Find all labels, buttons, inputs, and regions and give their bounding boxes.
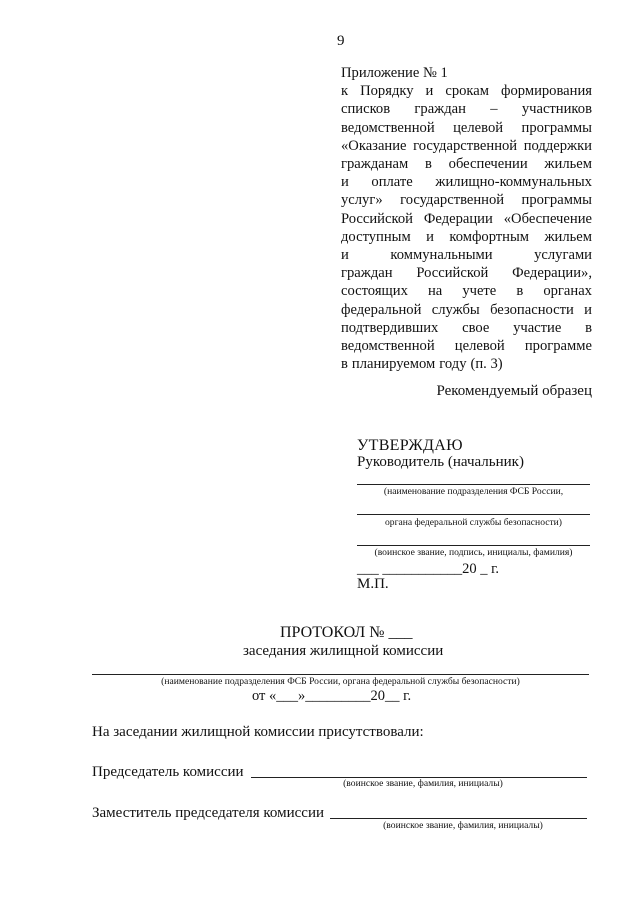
attendance-intro: На заседании жилищной комиссии присутствовали: [92, 724, 424, 740]
appendix-word: жильем [544, 228, 592, 245]
appendix-word: граждан [341, 265, 393, 282]
appendix-word: Федерации», [512, 265, 592, 282]
appendix-word: в [516, 283, 524, 300]
protocol-date-line: от «___»_________20__ г. [252, 688, 412, 704]
appendix-word: услуг» [341, 192, 383, 209]
appendix-word: комфортным [449, 228, 530, 245]
appendix-word: и [584, 301, 592, 318]
appendix-word: «Обеспечение [503, 210, 592, 227]
approval-caption-3: (воинское звание, подпись, инициалы, фамилия) [374, 547, 573, 558]
approval-caption-1: (наименование подразделения ФСБ России, [383, 486, 564, 497]
appendix-word: году [439, 356, 467, 373]
appendix-word: программы [521, 192, 592, 209]
deputy-caption: (воинское звание, фамилия, инициалы) [383, 820, 543, 831]
appendix-word: – [490, 101, 498, 118]
appendix-word: безопасности [490, 301, 574, 318]
appendix-word: списков [341, 101, 391, 118]
appendix-word: учете [462, 283, 497, 300]
appendix-line [341, 355, 592, 373]
appendix-line [341, 137, 592, 155]
appendix-word: доступным [341, 228, 411, 245]
appendix-word: подтвердивших [341, 319, 439, 336]
appendix-word: обеспечении [448, 156, 528, 173]
sample-label: Рекомендуемый образец [436, 383, 592, 399]
deputy-rule [330, 818, 587, 819]
appendix-word: «Оказание [341, 137, 407, 154]
appendix-line [341, 100, 592, 118]
appendix-line [341, 337, 592, 355]
appendix-word: программы [521, 119, 592, 136]
chairman-caption: (воинское звание, фамилия, инициалы) [343, 778, 503, 789]
approval-head: Руководитель (начальник) [357, 454, 524, 470]
appendix-word: государственной [413, 137, 518, 154]
appendix-word: участие [513, 319, 562, 336]
appendix-word: (п. 3) [470, 356, 503, 373]
approval-caption-2: органа федеральной службы безопасности) [384, 517, 563, 528]
appendix-word: и [426, 228, 434, 245]
appendix-word: Порядку [360, 83, 414, 100]
appendix-word: граждан [414, 101, 466, 118]
appendix-line [341, 210, 592, 228]
appendix-line [341, 246, 592, 264]
appendix-title: Приложение № 1 [341, 65, 448, 81]
appendix-text [341, 82, 592, 373]
appendix-word: в [425, 156, 432, 173]
protocol-subtitle: заседания жилищной комиссии [243, 643, 444, 659]
approval-date-line: ___ ___________20 _ г. [357, 561, 500, 577]
appendix-word: Российской [341, 210, 413, 227]
appendix-word: гражданам [341, 156, 409, 173]
stamp-label: М.П. [357, 576, 389, 592]
appendix-word: на [427, 283, 443, 300]
appendix-word: целевой [454, 338, 505, 355]
deputy-label: Заместитель председателя комиссии [92, 805, 325, 821]
appendix-word: планируемом [351, 356, 436, 373]
appendix-line [341, 155, 592, 173]
appendix-line [341, 301, 592, 319]
appendix-word: и [341, 174, 349, 191]
appendix-word: Федерации [423, 210, 493, 227]
appendix-line [341, 173, 592, 191]
appendix-word: в [341, 356, 348, 373]
appendix-word: целевой [453, 119, 504, 136]
appendix-line [341, 282, 592, 300]
protocol-title: ПРОТОКОЛ № ___ [280, 624, 413, 641]
appendix-word: государственной [400, 192, 505, 209]
appendix-word: к [341, 83, 349, 100]
chairman-label: Председатель комиссии [92, 764, 244, 780]
appendix-word: поддержки [523, 137, 592, 154]
appendix-word: ведомственной [341, 338, 435, 355]
appendix-line [341, 119, 592, 137]
appendix-word: участников [521, 101, 592, 118]
appendix-word: ведомственной [341, 119, 435, 136]
approval-rule-2 [357, 514, 590, 515]
appendix-word: жилищно-коммунальных [435, 174, 592, 191]
appendix-word: в [585, 319, 592, 336]
approval-rule-1 [357, 484, 590, 485]
appendix-word: и [425, 83, 434, 100]
appendix-word: федеральной [341, 301, 422, 318]
appendix-line [341, 228, 592, 246]
appendix-word: программе [524, 338, 592, 355]
protocol-caption: (наименование подразделения ФСБ России, органа федеральной службы безопасности) [161, 676, 520, 687]
appendix-word: свое [462, 319, 490, 336]
appendix-line [341, 319, 592, 337]
appendix-word: жильем [544, 156, 592, 173]
appendix-word: службы [431, 301, 480, 318]
appendix-word: формирования [501, 83, 592, 100]
appendix-word: срокам [445, 83, 490, 100]
appendix-word: Российской [416, 265, 489, 282]
page-number: 9 [337, 33, 345, 49]
appendix-block [341, 64, 592, 373]
appendix-word: оплате [371, 174, 413, 191]
protocol-rule [92, 674, 589, 675]
appendix-line [341, 82, 592, 100]
approval-title: УТВЕРЖДАЮ [357, 437, 463, 454]
appendix-word: и [341, 247, 349, 264]
appendix-word: органах [543, 283, 592, 300]
appendix-word: коммунальными [390, 247, 493, 264]
appendix-word: состоящих [341, 283, 408, 300]
approval-rule-3 [357, 545, 590, 546]
appendix-line [341, 191, 592, 209]
appendix-line [341, 264, 592, 282]
appendix-word: услугами [534, 247, 592, 264]
